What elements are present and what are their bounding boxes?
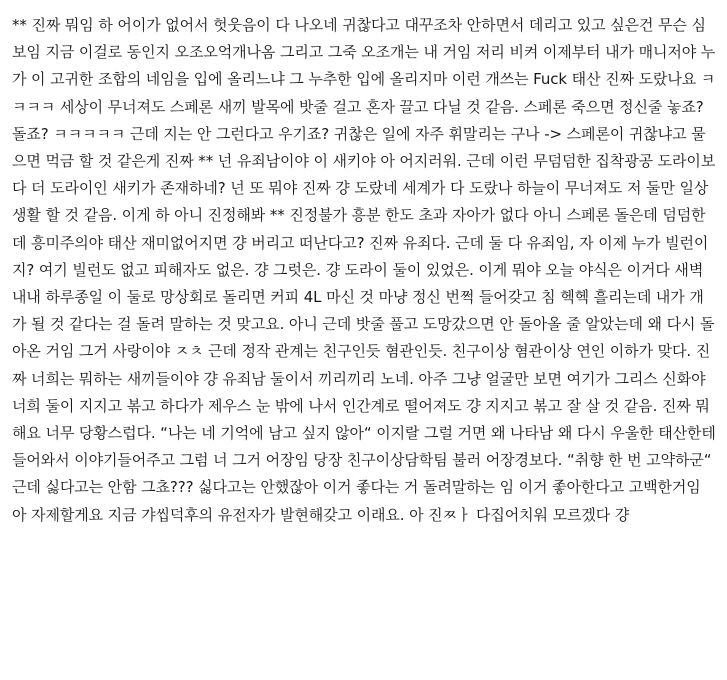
post-body-text: ** 진짜 뭐임 하 어이가 없어서 헛웃음이 다 나오네 귀찮다고 대꾸조차 안하면서 데리고 있고 싶은건 무슨 심보임 지금 이걸로 동인지 오조오억개나옴 그리고 그죽 오조개는 내 거임 저리 비켜 이제부터 내가 매니저야 누가 이 고귀한 조합의 네임을 입에 올리느냐 그 누추한 입에 올리지마 이런 개쓰는 Fuck 태산 진짜 도랐나요 ㅋㅋㅋㅋ 세상이 무너져도 스페론 새끼 발목에 밧줄 걸고 혼자 끌고 다닐 것 같음. 스페론 죽으면 정신줄 놓죠? 돌죠? ㅋㅋㅋㅋㅋ 근데 지는 안 그런다고 우기죠? 귀찮은 일에 자주 휘말리는 구나 -> 스페론이 귀찮냐고 물으면 먹금 할 것 같은게 진짜 ** 넌 유죄남이야 이 새키야 아 어지러워. 근데 이런 무덤덤한 집착광공 도라이보다 더 도라이인 새키가 존재하네? 넌 또 뭐야 진짜 걍 도랐네 세계가 다 도랐나 하늘이 무너져도 저 둘만 일상생활 할 것 같음. 이게 하 아니 진정해봐 ** 진정불가 흥분 한도 초과 자아가 없다 아니 스페론 돌은데 덤덤한데 흥미주의야 태산 재미없어지면 걍 버리고 떠난다고? 진짜 유죄다. 근데 둘 다 유죄임, 자 이제 누가 빌런이지? 여기 빌런도 없고 피해자도 없은. 걍 그럿은. 걍 도라이 둘이 있었은. 이게 뭐야 오늘 야식은 이거다 새벽 내내 하루종일 이 둘로 망상회로 돌리면 커피 4L 마신 것 마냥 정신 번쩍 들어갖고 침 헥헥 흘리는데 내가 개가 될 것 같다는 걸 돌려 말하는 것 맞고요. 아니 근데 밧줄 풀고 도망갔으면 안 돌아올 줄 알았는데 왜 다시 돌아온 거임 그거 사랑이야 ㅈㅊ 근데 정작 관계는 친구인듯 혐관인듯. 친구이상 혐관이상 연인 이하가 맞다. 진짜 너희는 뭐하는 새끼들이야 걍 유죄남 둘이서 끼리끼리 노네. 아주 그냥 얼굴만 보면 여기가 그리스 신화야 너희 둘이 지지고 볶고 하다가 제우스 눈 밖에 나서 인간계로 떨어져도 걍 지지고 볶고 잘 살 것 같음. 진짜 뭐해요 너무 당황스럽다. “나는 네 기억에 남고 싶지 않아“ 이지랄 그럴 거면 왜 나타남 왜 다시 우울한 태산한테 들어와서 이야기들어주고 그럼 너 그거 어장임 당장 친구이상담학팀 불러 어장경보다. “취향 한 번 고약하군“ 근데 싫다고는 안함 그쵸??? 싫다고는 안했잖아 이거 좋다는 거 돌려말하는 임 이거 좋아한다고 고백한거임 아 자제할게요 지금 갸씹덕후의 유전자가 발현해갖고 이래요. 아 진ㅉㅏ 다집어치워 모르겠다 걍 (12, 16, 721, 524)
